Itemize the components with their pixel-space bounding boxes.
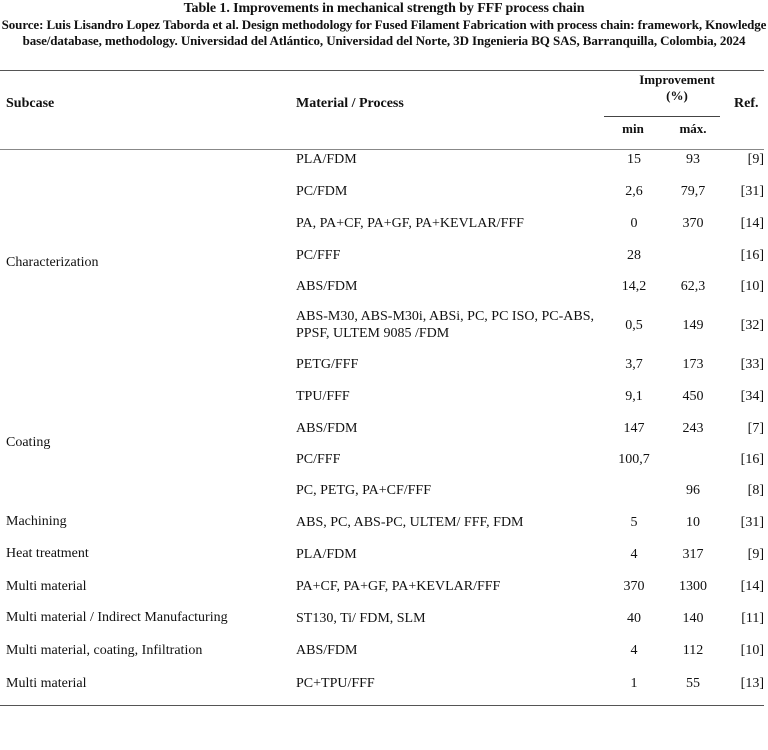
subcase-label: Multi material <box>6 579 87 594</box>
min-cell: 1 <box>630 676 638 691</box>
ref-cell: [34] <box>740 389 764 404</box>
min-cell: 28 <box>627 248 641 263</box>
material-cell: PC/FFF <box>296 248 341 263</box>
material-cell: ABS/FDM <box>296 643 358 658</box>
material-cell: PETG/FFF <box>296 357 359 372</box>
ref-cell: [9] <box>747 152 764 167</box>
improvement-sub-rule <box>604 116 720 117</box>
material-cell: ST130, Ti/ FDM, SLM <box>296 611 426 626</box>
max-cell: 173 <box>682 357 704 372</box>
material-cell: PC+TPU/FFF <box>296 676 375 691</box>
ref-cell: [31] <box>740 515 764 530</box>
max-cell: 62,3 <box>680 279 706 294</box>
header-improvement <box>604 72 750 104</box>
header-ref: Ref. <box>734 96 759 111</box>
ref-cell: [9] <box>747 547 764 562</box>
header-material-process: Material / Process <box>296 96 404 111</box>
max-cell: 370 <box>682 216 704 231</box>
material-cell: PC, PETG, PA+CF/FFF <box>296 483 432 498</box>
ref-cell: [14] <box>740 216 764 231</box>
max-cell: 149 <box>682 318 704 333</box>
ref-cell: [10] <box>740 643 764 658</box>
table-top-rule <box>0 70 764 71</box>
material-cell: ABS/FDM <box>296 421 358 436</box>
subcase-label: Multi material / Indirect Manufacturing <box>6 610 228 625</box>
source-label: Source: <box>1 17 44 32</box>
subcase-label: Heat treatment <box>6 546 89 561</box>
header-bottom-rule <box>0 149 764 150</box>
min-cell: 5 <box>630 515 638 530</box>
header-max: máx. <box>679 121 707 136</box>
material-cell: PLA/FDM <box>296 547 357 562</box>
material-cell: PA, PA+CF, PA+GF, PA+KEVLAR/FFF <box>296 216 524 231</box>
header-improvement-unit: (%) <box>666 88 688 103</box>
subcase-label: Characterization <box>6 255 99 270</box>
material-cell: ABS, PC, ABS-PC, ULTEM/ FFF, FDM <box>296 515 524 530</box>
material-cell: ABS-M30, ABS-M30i, ABSi, PC, PC ISO, PC-ABS, PPSF, ULTEM 9085 /FDM <box>296 309 594 341</box>
subcase-label: Multi material <box>6 676 87 691</box>
min-cell: 2,6 <box>625 184 643 199</box>
source-text: Luis Lisandro Lopez Taborda et al. Design methodology for Fused Filament Fabrication with process chain: framework, Knowledge base/database, methodology. Universidad del Atlántico, Universidad del Norte, 3D Ingenieria BQ SAS, Barranquilla, Colombia, 2024 <box>22 17 767 48</box>
material-cell: PLA/FDM <box>296 152 357 167</box>
min-cell: 14,2 <box>621 279 647 294</box>
material-cell: PA+CF, PA+GF, PA+KEVLAR/FFF <box>296 579 501 594</box>
header-min: min <box>622 121 644 136</box>
min-cell: 4 <box>630 547 638 562</box>
subcase-label: Multi material, coating, Infiltration <box>6 643 203 658</box>
material-cell: ABS/FDM <box>296 279 358 294</box>
min-cell: 9,1 <box>625 389 643 404</box>
material-cell: PC/FDM <box>296 184 348 199</box>
min-cell: 40 <box>627 611 641 626</box>
ref-cell: [11] <box>741 611 764 626</box>
ref-cell: [8] <box>747 483 764 498</box>
max-cell: 10 <box>686 515 700 530</box>
max-cell: 55 <box>686 676 700 691</box>
ref-cell: [14] <box>740 579 764 594</box>
max-cell: 96 <box>686 483 700 498</box>
max-cell: 112 <box>682 643 704 658</box>
max-cell: 140 <box>682 611 704 626</box>
max-cell: 79,7 <box>680 184 706 199</box>
ref-cell: [33] <box>740 357 764 372</box>
table-caption <box>0 0 768 49</box>
material-cell: PC/FFF <box>296 452 341 467</box>
subcase-label: Machining <box>6 514 67 529</box>
subcase-label: Coating <box>6 435 51 450</box>
min-cell: 0,5 <box>625 318 643 333</box>
max-cell: 317 <box>682 547 704 562</box>
min-cell: 15 <box>627 152 641 167</box>
material-cell: TPU/FFF <box>296 389 350 404</box>
header-improvement-label: Improvement <box>639 72 715 87</box>
ref-cell: [10] <box>740 279 764 294</box>
table-bottom-rule <box>0 705 764 706</box>
max-cell: 450 <box>682 389 704 404</box>
table-title: Table 1. Improvements in mechanical strength by FFF process chain <box>183 1 585 16</box>
min-cell: 100,7 <box>618 452 650 467</box>
ref-cell: [16] <box>740 452 764 467</box>
max-cell: 243 <box>682 421 704 436</box>
min-cell: 4 <box>630 643 638 658</box>
ref-cell: [16] <box>740 248 764 263</box>
min-cell: 370 <box>623 579 645 594</box>
min-cell: 0 <box>630 216 638 231</box>
ref-cell: [13] <box>740 676 764 691</box>
min-cell: 147 <box>623 421 645 436</box>
max-cell: 1300 <box>679 579 707 594</box>
ref-cell: [32] <box>740 318 764 333</box>
ref-cell: [31] <box>740 184 764 199</box>
table-source <box>0 17 768 49</box>
ref-cell: [7] <box>747 421 764 436</box>
header-subcase: Subcase <box>6 96 55 111</box>
max-cell: 93 <box>686 152 700 167</box>
min-cell: 3,7 <box>625 357 643 372</box>
